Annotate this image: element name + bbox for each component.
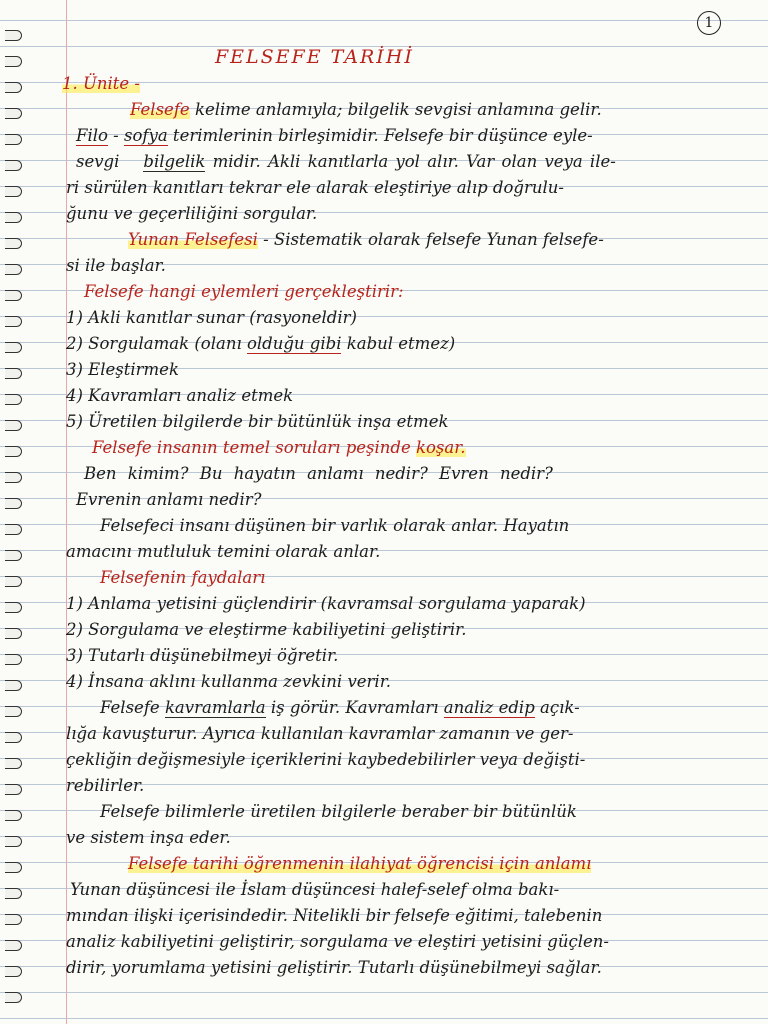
binding-hole xyxy=(5,316,22,327)
binding-hole xyxy=(5,342,22,353)
text-line: amacını mutluluk temini olarak anlar. xyxy=(66,542,381,561)
text-line: ğunu ve geçerliliğini sorgular. xyxy=(66,204,318,223)
binding-hole xyxy=(5,706,22,717)
binding-hole xyxy=(5,420,22,431)
text-line: lığa kavuşturur. Ayrıca kullanılan kavramlar zamanın ve ger- xyxy=(66,724,574,743)
text-span: iş görür. Kavramları xyxy=(265,698,444,717)
text-line: Evrenin anlamı nedir? xyxy=(76,490,262,509)
binding-hole xyxy=(5,888,22,899)
binding-hole xyxy=(5,602,22,613)
text-span: midir. Akli kanıtlarla yol alır. Var olan veya ile- xyxy=(205,152,616,171)
binding-hole xyxy=(5,524,22,535)
section-heading: Felsefe hangi eylemleri gerçekleştirir: xyxy=(84,282,404,301)
text-line xyxy=(100,696,580,720)
underlined-phrase: olduğu gibi xyxy=(246,334,342,353)
text-span: kelime anlamıyla; bilgelik sevgisi anlamına gelir. xyxy=(189,100,602,119)
binding-hole xyxy=(5,576,22,587)
text-line: çekliğin değişmesiyle içeriklerini kaybedebilirler veya değişti- xyxy=(66,750,586,769)
text-span: kabul etmez) xyxy=(341,334,456,353)
text-line xyxy=(130,98,602,122)
text-line: ri sürülen kanıtları tekrar ele alarak eleştiriye alıp doğrulu- xyxy=(66,178,564,197)
text-span: - xyxy=(107,126,125,145)
binding-hole xyxy=(5,368,22,379)
binding-hole xyxy=(5,940,22,951)
list-item: 4) İnsana aklını kullanma zevkini verir. xyxy=(66,672,392,691)
text-span: Felsefe xyxy=(100,698,165,717)
page-title: FELSEFE TARİHİ xyxy=(215,46,414,68)
binding-hole xyxy=(5,758,22,769)
binding-hole xyxy=(5,784,22,795)
section-heading: Felsefenin faydaları xyxy=(100,568,266,587)
binding-hole xyxy=(5,732,22,743)
binding-hole xyxy=(5,446,22,457)
binding-hole xyxy=(5,82,22,93)
text-line: dirir, yorumlama yetisini geliştirir. Tutarlı düşünebilmeyi sağlar. xyxy=(66,958,602,977)
spiral-binding xyxy=(0,0,26,1024)
list-item: 1) Akli kanıtlar sunar (rasyoneldir) xyxy=(66,308,357,327)
binding-hole xyxy=(5,810,22,821)
text-line xyxy=(76,124,593,148)
binding-hole xyxy=(5,654,22,665)
term-sofya: sofya xyxy=(124,126,168,145)
term-filo: Filo xyxy=(76,126,108,145)
page-number: 1 xyxy=(697,11,721,35)
binding-hole xyxy=(5,264,22,275)
binding-hole xyxy=(5,966,22,977)
text-line xyxy=(128,228,604,252)
underlined-phrase: kavramlarla xyxy=(164,698,266,717)
text-span: 2) Sorgulamak (olanı xyxy=(66,334,247,353)
binding-hole xyxy=(5,550,22,561)
binding-hole xyxy=(5,836,22,847)
section-heading xyxy=(128,852,591,876)
binding-hole xyxy=(5,680,22,691)
text-span: açık- xyxy=(534,698,580,717)
underlined-phrase: analiz edip xyxy=(443,698,535,717)
text-span: Felsefe insanın temel soruları peşinde xyxy=(92,438,416,457)
text-line: si ile başlar. xyxy=(66,256,166,275)
text-line: mından ilişki içerisindedir. Nitelikli bir felsefe eğitimi, talebenin xyxy=(66,906,603,925)
binding-hole xyxy=(5,186,22,197)
binding-hole xyxy=(5,394,22,405)
binding-hole xyxy=(5,862,22,873)
text-line: Yunan düşüncesi ile İslam düşüncesi halef-selef olma bakı- xyxy=(70,880,560,899)
text-line: Felsefeci insanı düşünen bir varlık olarak anlar. Hayatın xyxy=(100,516,570,535)
highlighted-word: koşar. xyxy=(415,438,466,457)
binding-hole xyxy=(5,160,22,171)
list-item: 4) Kavramları analiz etmek xyxy=(66,386,294,405)
binding-hole xyxy=(5,472,22,483)
binding-hole xyxy=(5,238,22,249)
text-line: ve sistem inşa eder. xyxy=(66,828,231,847)
margin-line xyxy=(66,0,67,1024)
list-item: 1) Anlama yetisini güçlendirir (kavramsal sorgulama yaparak) xyxy=(66,594,586,613)
binding-hole xyxy=(5,290,22,301)
gloss-sevgi: sevgi xyxy=(76,152,120,171)
term-felsefe: Felsefe xyxy=(130,100,190,119)
binding-hole xyxy=(5,212,22,223)
binding-hole xyxy=(5,108,22,119)
term-yunan-felsefesi: Yunan Felsefesi xyxy=(128,230,258,249)
unit-heading xyxy=(62,72,140,96)
unit-heading-text: 1. Ünite - xyxy=(62,74,141,93)
text-line: analiz kabiliyetini geliştirir, sorgulama ve eleştiri yetisini güçlen- xyxy=(66,932,609,951)
text-span: - Sistematik olarak felsefe Yunan felsefe- xyxy=(257,230,604,249)
binding-hole xyxy=(5,498,22,509)
gloss-bilgelik: bilgelik xyxy=(143,152,206,171)
list-item: 5) Üretilen bilgilerde bir bütünlük inşa etmek xyxy=(66,412,449,431)
binding-hole xyxy=(5,30,22,41)
list-item: 3) Eleştirmek xyxy=(66,360,179,379)
list-item xyxy=(66,332,455,356)
text-line: Ben kimim? Bu hayatın anlamı nedir? Evren nedir? xyxy=(84,464,553,483)
binding-hole xyxy=(5,992,22,1003)
text-line xyxy=(76,150,616,174)
text-span: terimlerinin birleşimidir. Felsefe bir düşünce eyle- xyxy=(167,126,593,145)
binding-hole xyxy=(5,914,22,925)
binding-hole xyxy=(5,134,22,145)
text-line: rebilirler. xyxy=(66,776,145,795)
section-heading xyxy=(92,436,466,460)
text-line: Felsefe bilimlerle üretilen bilgilerle beraber bir bütünlük xyxy=(100,802,577,821)
highlighted-heading: Felsefe tarihi öğrenmenin ilahiyat öğrencisi için anlamı xyxy=(128,854,592,873)
binding-hole xyxy=(5,628,22,639)
binding-hole xyxy=(5,56,22,67)
list-item: 2) Sorgulama ve eleştirme kabiliyetini geliştirir. xyxy=(66,620,467,639)
list-item: 3) Tutarlı düşünebilmeyi öğretir. xyxy=(66,646,339,665)
